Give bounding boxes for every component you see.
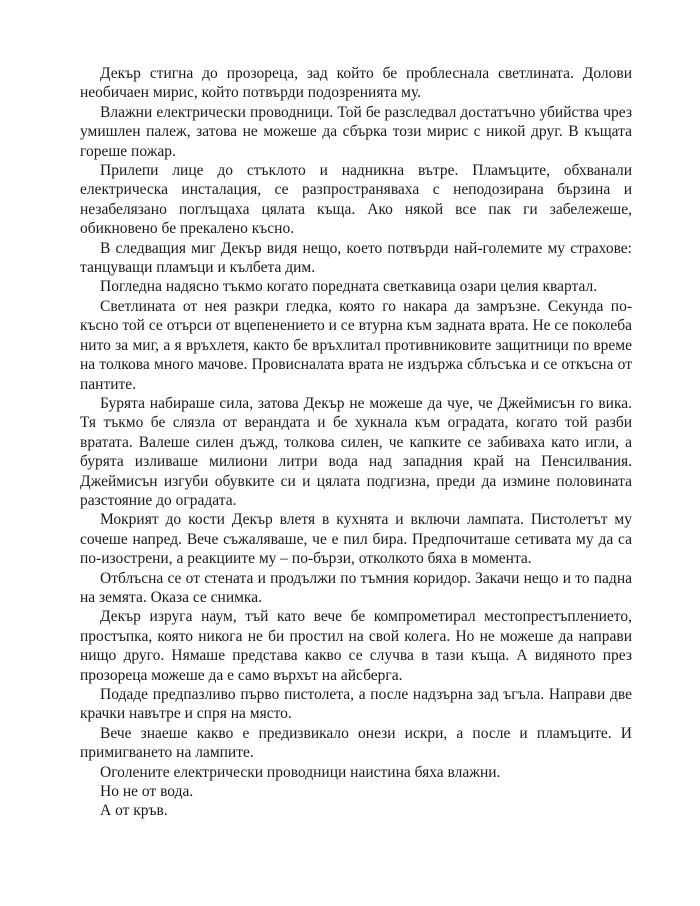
- paragraph: Оголените електрически проводници наистина бяха влажни.: [100, 763, 501, 781]
- paragraph: Но не от вода.: [100, 783, 194, 801]
- paragraph: Вече знаеше какво е предизвикало онези искри, а после и пламъците. И примигването на лампите.: [80, 724, 632, 762]
- paragraph: Прилепи лице до стъклото и надникна вътре. Пламъците, обхванали електрическа инсталация, се разпространяваха с неподозирана бързина и незабелязано поглъщаха цялата къща. Ако някой все пак ги забележеше, обикновено бе прекалено късно.: [80, 162, 632, 238]
- paragraph: Влажни електрически проводници. Той бе разследвал достатъчно убийства чрез умишлен палеж, затова не можеше да сбърка този мирис с никой друг. В къщата гореше пожар.: [80, 103, 632, 160]
- paragraph: Погледна надясно тъкмо когато поредната светкавица озари целия квартал.: [100, 278, 598, 296]
- paragraph: Декър изруга наум, тъй като вече бе компрометирал местопрестъплението, простъпка, която никога не би простил на свой колега. Но не можеше да направи нищо друго. Нямаше представа какво се случва в тази къща. А видяното през прозореца можеше да е само върхът на айсберга.: [80, 608, 632, 684]
- paragraph: Подаде предпазливо първо пистолета, а после надзърна зад ъгъла. Направи две крачки навътре и спря на място.: [80, 686, 632, 723]
- paragraph: Мокрият до кости Декър влетя в кухнята и включи лампата. Пистолетът му сочеше напред. Вече съжаляваше, че е пил бира. Предпочиташе сетивата му да са по-изострени, а реакциите му – по-бързи, отколкото бяха в момента.: [80, 511, 632, 568]
- paragraph: Отблъсна се от стената и продължи по тъмния коридор. Закачи нещо и то падна на земята. Оказа се снимка.: [80, 569, 632, 606]
- paragraph: Декър стигна до прозореца, зад който бе проблеснала светлината. Долови необичаен мирис, който потвърди подозренията му.: [80, 65, 632, 102]
- document-page: [80, 64, 632, 821]
- paragraph: В следващия миг Декър видя нещо, което потвърди най-големите му страхове: танцуващи пламъци и кълбета дим.: [80, 239, 632, 277]
- paragraph: Светлината от нея разкри гледка, която го накара да замръзне. Секунда по-късно той се отърси от вцепенението и се втурна към задната врата. Не се поколеба нито за миг, а я връхлетя, както бе връхлитал противниковите защитници по време на толкова много мачове. Провисналата врата не издържа сблъсъка и се откъсна от пантите.: [80, 297, 632, 393]
- paragraph: А от кръв.: [100, 802, 168, 820]
- paragraph: Бурята набираше сила, затова Декър не можеше да чуе, че Джеймисън го вика. Тя тъкмо бе слязла от верандата и бе хукнала към оградата, когато той разби вратата. Валеше силен дъжд, толкова силен, че капките се забиваха като игли, а бурята изливаше милиони литри вода над западния край на Пенсилвания. Джеймисън изгуби обувките си и цялата подгизна, преди да измине половината разстояние до оградата.: [80, 394, 632, 509]
